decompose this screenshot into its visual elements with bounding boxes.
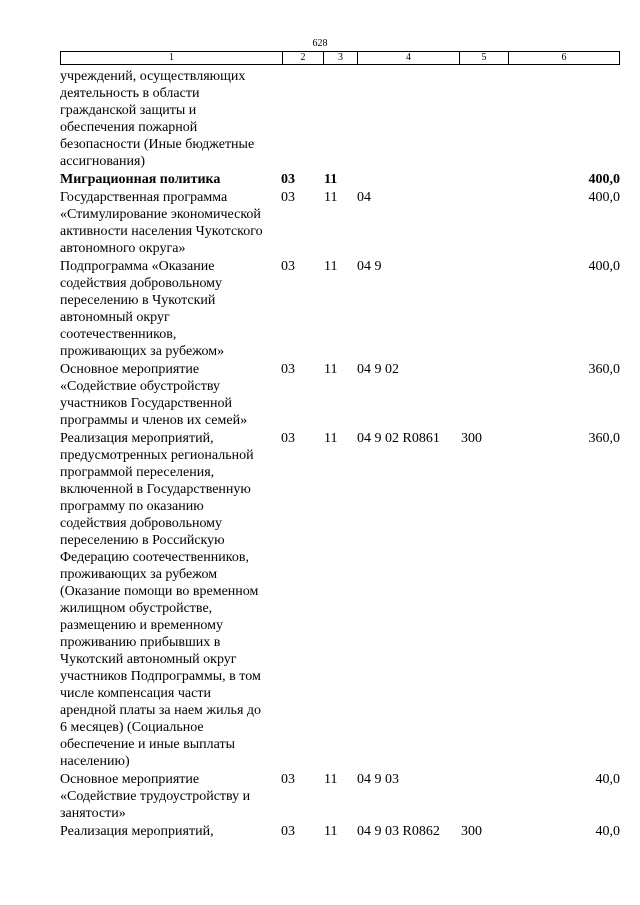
table-row (60, 68, 620, 170)
row-expense-type: 300 (461, 824, 482, 839)
row-target-code: 04 9 03 (357, 772, 399, 787)
header-col-1: 1 (61, 52, 283, 64)
row-section: 03 (281, 824, 295, 839)
table-row (60, 171, 620, 188)
row-subsection: 11 (324, 824, 338, 839)
page-number: 628 (312, 38, 328, 49)
row-name: Основное мероприятие «Содействие трудоустройству и занятости» (60, 772, 251, 821)
row-subsection: 11 (324, 172, 338, 187)
row-expense-type: 300 (461, 431, 482, 446)
row-section: 03 (281, 259, 295, 274)
row-name: Государственная программа «Стимулирование экономической активности населения Чукотского автономного округа» (60, 190, 263, 256)
row-section: 03 (281, 431, 295, 446)
row-subsection: 11 (324, 259, 338, 274)
header-col-4: 4 (358, 52, 460, 64)
row-section: 03 (281, 172, 295, 187)
table-row (60, 361, 620, 429)
row-amount: 400,0 (588, 259, 620, 274)
row-section: 03 (281, 362, 295, 377)
table-row (60, 189, 620, 257)
row-target-code: 04 9 (357, 259, 382, 274)
table-row (60, 430, 620, 770)
row-section: 03 (281, 772, 295, 787)
row-name: Реализация мероприятий, (60, 824, 214, 839)
row-amount: 40,0 (595, 772, 620, 787)
row-amount: 360,0 (588, 431, 620, 446)
row-target-code: 04 (357, 190, 371, 205)
row-target-code: 04 9 03 R0862 (357, 824, 440, 839)
table-row (60, 823, 620, 840)
row-target-code: 04 9 02 (357, 362, 399, 377)
header-col-6: 6 (561, 52, 567, 63)
header-col-2: 2 (283, 52, 324, 64)
row-amount: 360,0 (588, 362, 620, 377)
row-subsection: 11 (324, 772, 338, 787)
row-amount: 400,0 (588, 190, 620, 205)
row-amount: 40,0 (595, 824, 620, 839)
header-col-3: 3 (324, 52, 358, 64)
row-subsection: 11 (324, 431, 338, 446)
row-amount: 400,0 (588, 172, 620, 187)
table-row (60, 771, 620, 822)
row-subsection: 11 (324, 362, 338, 377)
row-section: 03 (281, 190, 295, 205)
table-header-row (60, 51, 620, 65)
row-name: Реализация мероприятий, предусмотренных региональной программой переселения, включенной в Государственную программу по оказанию содействия добровольному переселению в Российскую Федерацию соотечественников, проживающих за рубежом (Оказание помощи во временном жилищном обустройстве, размещению и временному проживанию прибывших в Чукотский автономный округ участников Подпрограммы, в том числе компенсация части арендной платы за наем жилья до 6 месяцев) (Социальное обеспечение и иные выплаты населению) (60, 431, 262, 769)
header-col-5: 5 (460, 52, 509, 64)
table-body (60, 68, 620, 841)
row-name: Миграционная политика (60, 172, 221, 187)
row-name: Основное мероприятие «Содействие обустройству участников Государственной программы и членов их семей» (60, 362, 248, 428)
row-target-code: 04 9 02 R0861 (357, 431, 440, 446)
table-row (60, 258, 620, 360)
row-subsection: 11 (324, 190, 338, 205)
row-name: Подпрограмма «Оказание содействия добровольному переселению в Чукотский автономный округ соотечественников, проживающих за рубежом» (60, 259, 225, 359)
row-name: учреждений, осуществляющих деятельность в области гражданской защиты и обеспечения пожарной безопасности (Иные бюджетные ассигнования) (60, 69, 255, 169)
